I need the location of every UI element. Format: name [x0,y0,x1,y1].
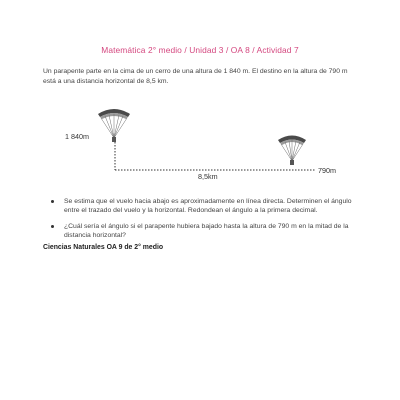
end-height-label: 790m [318,166,336,175]
bullet-icon [51,225,54,228]
distance-label: 8,5km [198,172,218,181]
paraglider-figure [40,98,370,188]
paraglider-start-icon [98,109,130,142]
question-text: Se estima que el vuelo hacia abajo es aproximadamente en línea directa. Determinen el ángulo entre el trazado del vuelo y la horizontal. Redondean el ángulo a la primera decimal. [64,198,352,215]
problem-statement: Un parapente parte en la cima de un cerro de una altura de 1 840 m. El destino en la altura de 790 m está a una distancia horizontal de 8,5 km. [43,68,348,85]
bullet-icon [51,200,54,203]
section-heading: Ciencias Naturales OA 9 de 2° medio [43,244,164,251]
question-text: ¿Cuál sería el ángulo si el parapente hubiera bajado hasta la altura de 790 m en la mitad de la distancia horizontal? [64,222,349,240]
paraglider-end-icon [278,136,306,166]
document-title: Matemática 2° medio / Unidad 3 / OA 8 / Actividad 7 [101,45,299,55]
question-list [48,197,360,247]
question-item [48,222,360,241]
start-height-label: 1 840m [65,132,89,141]
question-item [48,197,360,216]
